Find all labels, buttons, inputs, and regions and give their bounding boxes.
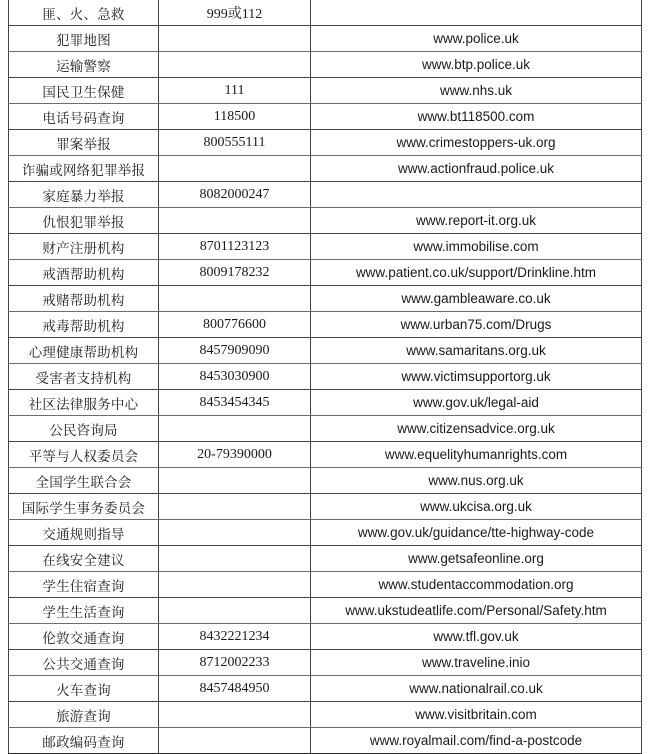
phone-number-cell: 8457909090 [159, 338, 311, 364]
table-row [9, 494, 642, 520]
table-row [9, 208, 642, 234]
website-cell: www.gov.uk/guidance/tte-highway-code [311, 520, 642, 546]
table-row [9, 130, 642, 156]
table-row [9, 234, 642, 260]
service-name-cell: 全国学生联合会 [9, 468, 159, 494]
table-row [9, 416, 642, 442]
website-cell: www.report-it.org.uk [311, 208, 642, 234]
uk-emergency-contacts-table [8, 0, 642, 754]
service-name-cell: 仇恨犯罪举报 [9, 208, 159, 234]
table-row [9, 156, 642, 182]
website-cell: www.btp.police.uk [311, 52, 642, 78]
website-cell: www.ukcisa.org.uk [311, 494, 642, 520]
website-cell: www.traveline.inio [311, 650, 642, 676]
phone-number-cell [159, 572, 311, 598]
website-cell: www.urban75.com/Drugs [311, 312, 642, 338]
service-name-cell: 罪案举报 [9, 130, 159, 156]
phone-number-cell [159, 598, 311, 624]
service-name-cell: 学生住宿查询 [9, 572, 159, 598]
website-cell: www.ukstudeatlife.com/Personal/Safety.htm [311, 598, 642, 624]
phone-number-cell [159, 520, 311, 546]
table-row [9, 260, 642, 286]
service-name-cell: 在线安全建议 [9, 546, 159, 572]
phone-number-cell: 20-79390000 [159, 442, 311, 468]
service-name-cell: 戒毒帮助机构 [9, 312, 159, 338]
phone-number-cell [159, 26, 311, 52]
website-cell: www.gambleaware.co.uk [311, 286, 642, 312]
service-name-cell: 戒赌帮助机构 [9, 286, 159, 312]
phone-number-cell [159, 702, 311, 728]
service-name-cell: 学生生活查询 [9, 598, 159, 624]
website-cell: www.nationalrail.co.uk [311, 676, 642, 702]
website-cell: www.royalmail.com/find-a-postcode [311, 728, 642, 754]
phone-number-cell: 8457484950 [159, 676, 311, 702]
service-name-cell: 心理健康帮助机构 [9, 338, 159, 364]
phone-number-cell: 118500 [159, 104, 311, 130]
table-row [9, 104, 642, 130]
service-name-cell: 交通规则指导 [9, 520, 159, 546]
website-cell [311, 182, 642, 208]
table-row [9, 52, 642, 78]
website-cell [311, 0, 642, 26]
table-row [9, 650, 642, 676]
website-cell: www.gov.uk/legal-aid [311, 390, 642, 416]
contacts-table-container [8, 0, 641, 754]
phone-number-cell: 800776600 [159, 312, 311, 338]
phone-number-cell: 8009178232 [159, 260, 311, 286]
service-name-cell: 运输警察 [9, 52, 159, 78]
service-name-cell: 受害者支持机构 [9, 364, 159, 390]
phone-number-cell [159, 728, 311, 754]
table-row [9, 598, 642, 624]
phone-number-cell: 8712002233 [159, 650, 311, 676]
table-row [9, 0, 642, 26]
website-cell: www.getsafeonline.org [311, 546, 642, 572]
phone-number-cell: 800555111 [159, 130, 311, 156]
table-row [9, 624, 642, 650]
service-name-cell: 伦敦交通查询 [9, 624, 159, 650]
table-row [9, 182, 642, 208]
website-cell: www.equelityhumanrights.com [311, 442, 642, 468]
service-name-cell: 国民卫生保健 [9, 78, 159, 104]
website-cell: www.immobilise.com [311, 234, 642, 260]
website-cell: www.bt118500.com [311, 104, 642, 130]
table-body [9, 0, 642, 754]
website-cell: www.victimsupportorg.uk [311, 364, 642, 390]
phone-number-cell: 8453454345 [159, 390, 311, 416]
table-row [9, 520, 642, 546]
table-row [9, 572, 642, 598]
table-row [9, 676, 642, 702]
service-name-cell: 电话号码查询 [9, 104, 159, 130]
phone-number-cell: 8701123123 [159, 234, 311, 260]
website-cell: www.nhs.uk [311, 78, 642, 104]
service-name-cell: 犯罪地图 [9, 26, 159, 52]
table-row [9, 26, 642, 52]
website-cell: www.patient.co.uk/support/Drinkline.htm [311, 260, 642, 286]
service-name-cell: 公民咨询局 [9, 416, 159, 442]
phone-number-cell [159, 286, 311, 312]
service-name-cell: 家庭暴力举报 [9, 182, 159, 208]
table-row [9, 468, 642, 494]
phone-number-cell [159, 468, 311, 494]
phone-number-cell [159, 52, 311, 78]
website-cell: www.actionfraud.police.uk [311, 156, 642, 182]
website-cell: www.nus.org.uk [311, 468, 642, 494]
table-row [9, 338, 642, 364]
table-row [9, 286, 642, 312]
service-name-cell: 匪、火、急救 [9, 0, 159, 26]
table-row [9, 78, 642, 104]
table-row [9, 442, 642, 468]
table-row [9, 390, 642, 416]
phone-number-cell: 999或112 [159, 0, 311, 26]
table-row [9, 702, 642, 728]
phone-number-cell: 8082000247 [159, 182, 311, 208]
service-name-cell: 戒酒帮助机构 [9, 260, 159, 286]
phone-number-cell [159, 156, 311, 182]
phone-number-cell [159, 494, 311, 520]
phone-number-cell [159, 546, 311, 572]
service-name-cell: 公共交通查询 [9, 650, 159, 676]
phone-number-cell [159, 416, 311, 442]
service-name-cell: 诈骗或网络犯罪举报 [9, 156, 159, 182]
website-cell: www.samaritans.org.uk [311, 338, 642, 364]
service-name-cell: 旅游查询 [9, 702, 159, 728]
website-cell: www.studentaccommodation.org [311, 572, 642, 598]
service-name-cell: 邮政编码查询 [9, 728, 159, 754]
service-name-cell: 火车查询 [9, 676, 159, 702]
website-cell: www.citizensadvice.org.uk [311, 416, 642, 442]
service-name-cell: 平等与人权委员会 [9, 442, 159, 468]
phone-number-cell: 8453030900 [159, 364, 311, 390]
service-name-cell: 国际学生事务委员会 [9, 494, 159, 520]
phone-number-cell [159, 208, 311, 234]
website-cell: www.police.uk [311, 26, 642, 52]
website-cell: www.tfl.gov.uk [311, 624, 642, 650]
website-cell: www.crimestoppers-uk.org [311, 130, 642, 156]
website-cell: www.visitbritain.com [311, 702, 642, 728]
phone-number-cell: 8432221234 [159, 624, 311, 650]
table-row [9, 364, 642, 390]
table-row [9, 546, 642, 572]
phone-number-cell: 111 [159, 78, 311, 104]
service-name-cell: 财产注册机构 [9, 234, 159, 260]
table-row [9, 728, 642, 754]
table-row [9, 312, 642, 338]
service-name-cell: 社区法律服务中心 [9, 390, 159, 416]
